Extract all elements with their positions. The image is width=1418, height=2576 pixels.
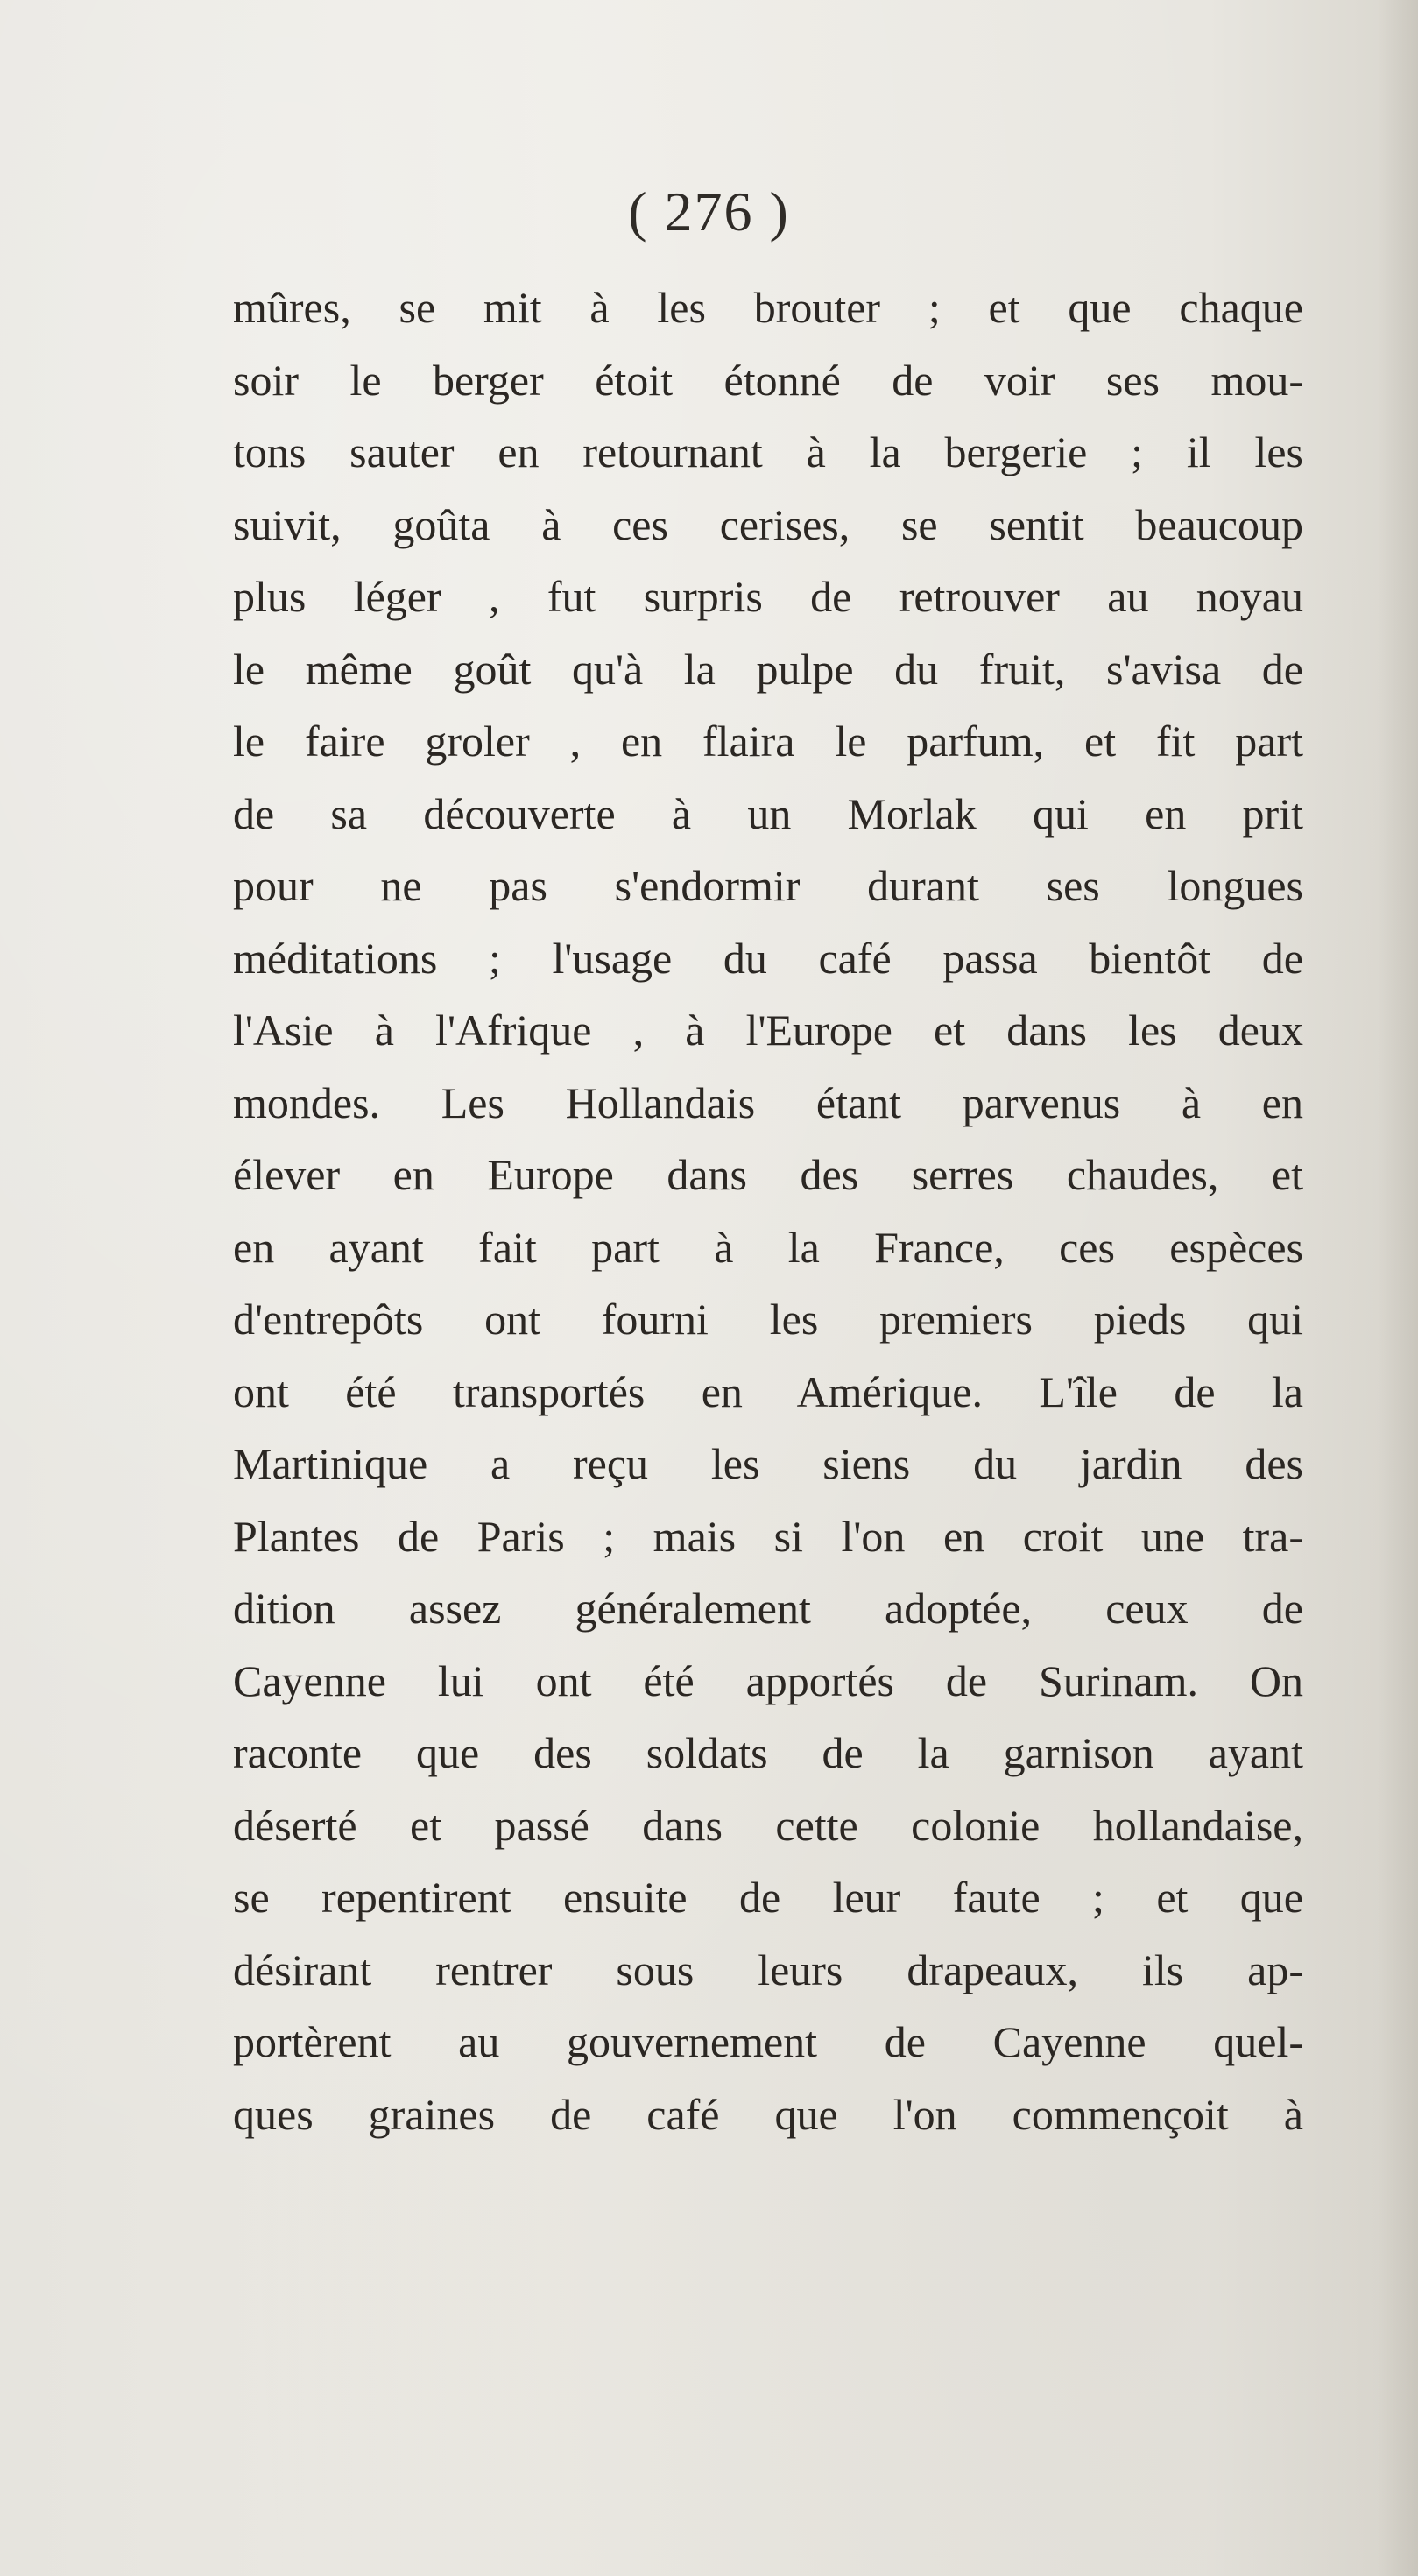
text-line: portèrent au gouvernement de Cayenne quel- (233, 2017, 1303, 2066)
text-line: ont été transportés en Amérique. L'île de la (233, 1366, 1303, 1416)
text-line: méditations ; l'usage du café passa bientôt de (233, 933, 1303, 983)
text-line: pour ne pas s'endormir durant ses longues (233, 861, 1303, 910)
body-text (233, 272, 1303, 2150)
text-line: Cayenne lui ont été apportés de Surinam. On (233, 1655, 1303, 1705)
text-line: d'entrepôts ont fourni les premiers pieds qui (233, 1295, 1303, 1344)
text-line: le faire groler , en flaira le parfum, et fit part (233, 716, 1303, 766)
text-line: soir le berger étoit étonné de voir ses mou- (233, 355, 1303, 405)
text-line: raconte que des soldats de la garnison ayant (233, 1728, 1303, 1777)
text-line: mûres, se mit à les brouter ; et que chaque (233, 283, 1303, 332)
text-line: Plantes de Paris ; mais si l'on en croit une tra- (233, 1511, 1303, 1561)
text-line: désirant rentrer sous leurs drapeaux, ils ap- (233, 1944, 1303, 1994)
text-line: tons sauter en retournant à la bergerie ; il les (233, 427, 1303, 476)
text-line: ques graines de café que l'on commençoit à (233, 2089, 1303, 2139)
text-line: suivit, goûta à ces cerises, se sentit beaucoup (233, 499, 1303, 549)
text-line: plus léger , fut surpris de retrouver au noyau (233, 572, 1303, 621)
text-line: dition assez généralement adoptée, ceux de (233, 1584, 1303, 1633)
text-line: mondes. Les Hollandais étant parvenus à en (233, 1077, 1303, 1127)
text-line: le même goût qu'à la pulpe du fruit, s'avisa de (233, 644, 1303, 694)
text-line: élever en Europe dans des serres chaudes, et (233, 1150, 1303, 1199)
page-edge-shadow (1378, 0, 1418, 2576)
text-line: déserté et passé dans cette colonie hollandaise, (233, 1800, 1303, 1850)
text-line: Martinique a reçu les siens du jardin des (233, 1439, 1303, 1488)
text-line: se repentirent ensuite de leur faute ; et que (233, 1873, 1303, 1922)
text-line: en ayant fait part à la France, ces espèces (233, 1222, 1303, 1272)
text-line: de sa découverte à un Morlak qui en prit (233, 788, 1303, 838)
text-line: l'Asie à l'Afrique , à l'Europe et dans les deux (233, 1006, 1303, 1055)
page-number: ( 276 ) (628, 180, 790, 243)
